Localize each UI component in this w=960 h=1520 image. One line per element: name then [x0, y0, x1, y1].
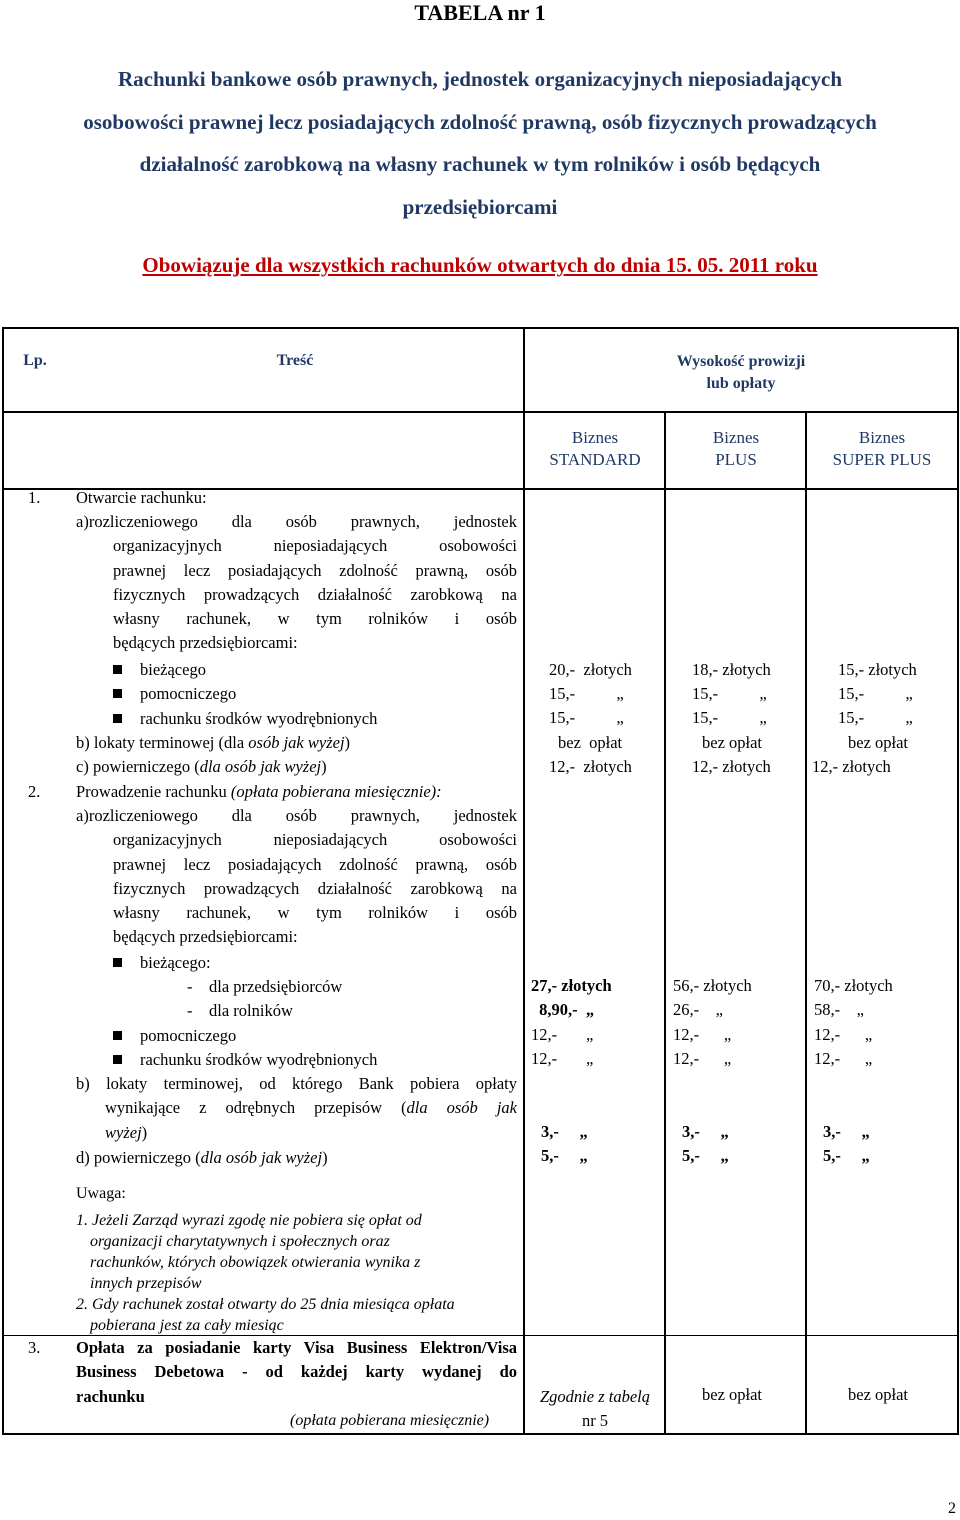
value-cell: bez opłat — [702, 1385, 763, 1404]
row-number: 1. — [28, 488, 41, 507]
desc-line: a)rozliczeniowego dla osób prawnych, jednostek — [76, 512, 517, 531]
note-line: pobierana jest za cały miesiąc — [90, 1317, 284, 1334]
value-cell: 5,- „ — [823, 1146, 870, 1165]
row-number: 3. — [28, 1338, 41, 1357]
row2-b-block — [76, 1072, 517, 1145]
bullet-icon — [113, 665, 122, 674]
list-item: pomocniczego — [113, 682, 377, 706]
row2-description — [76, 804, 517, 950]
value-cell: 56,- złotych — [673, 976, 752, 995]
value-cell: 12,- „ — [531, 1025, 594, 1044]
plan-label: Biznes — [712, 428, 760, 447]
value-cell: 12,- „ — [531, 1049, 594, 1068]
desc-line: b) lokaty terminowej, od którego Bank pobiera opłaty — [76, 1074, 517, 1093]
value-cell: 12,- „ — [673, 1025, 732, 1044]
list-item: rachunku środków wyodrębnionych — [113, 707, 377, 731]
plan-standard-header — [525, 427, 665, 471]
value-cell: 15,- „ — [549, 684, 624, 703]
row1-c-line: c) powierniczego (dla osób jak wyżej) — [76, 757, 327, 776]
list-item: rachunku środków wyodrębnionych — [113, 1048, 377, 1072]
row3-monthly-note: (opłata pobierana miesięcznie) — [290, 1412, 490, 1429]
value-cell: 12,- „ — [814, 1025, 873, 1044]
header-lp: Lp. — [23, 352, 47, 369]
value-cell: 26,- „ — [673, 1000, 723, 1019]
plan-name: SUPER PLUS — [832, 450, 932, 469]
desc-line: fizycznych prowadzących działalność zarobkową na — [113, 878, 517, 898]
desc-line: wynikające z odrębnych przepisów (dla osób jak — [105, 1098, 517, 1118]
subtitle-line: przedsiębiorcami — [402, 195, 558, 219]
value-cell: 12,- „ — [814, 1049, 873, 1068]
value-cell: 3,- „ — [541, 1122, 588, 1141]
value-cell: 58,- „ — [814, 1000, 864, 1019]
plan-super-plus-header — [807, 427, 957, 471]
plan-label: Biznes — [571, 428, 619, 447]
value-cell: 70,- złotych — [814, 976, 893, 995]
value-cell: 15,- „ — [692, 708, 767, 727]
subtitle-line: Rachunki bankowe osób prawnych, jednostek organizacyjnych nieposiadających — [117, 67, 842, 91]
value-cell: 3,- „ — [682, 1122, 729, 1141]
desc-line: prawnej lecz posiadających zdolność prawną, osób — [113, 560, 517, 580]
desc-line: wyżej) — [105, 1122, 148, 1142]
header-fee-line1: Wysokość prowizji — [676, 353, 806, 370]
header-fee-line2: lub opłaty — [706, 375, 776, 392]
bullet-icon — [113, 714, 122, 723]
desc-line: prawnej lecz posiadających zdolność prawną, osób — [113, 854, 517, 874]
desc-line: organizacyjnych nieposiadających osobowości — [113, 830, 517, 850]
desc-line: Opłata za posiadanie karty Visa Business Elektron/Visa — [76, 1338, 517, 1357]
plan-name: STANDARD — [549, 450, 641, 469]
note-line: organizacji charytatywnych i społecznych oraz — [90, 1233, 390, 1250]
value-cell: 18,- złotych — [692, 660, 771, 679]
bullet-icon — [113, 689, 122, 698]
value-cell: 5,- „ — [682, 1146, 729, 1165]
desc-line: Business Debetowa - od każdej karty wydanej do — [76, 1362, 517, 1382]
desc-line: rachunku — [76, 1386, 145, 1406]
bullet-icon — [113, 1031, 122, 1040]
plan-label: Biznes — [858, 428, 906, 447]
value-cell: 12,- złotych — [692, 757, 771, 776]
row1-items — [113, 658, 377, 731]
note-line: 2. Gdy rachunek został otwarty do 25 dnia miesiąca opłata — [76, 1296, 455, 1313]
desc-line: a)rozliczeniowego dla osób prawnych, jednostek — [76, 806, 517, 825]
value-cell: 12,- złotych — [549, 757, 632, 776]
row1-b-line: b) lokaty terminowej (dla osób jak wyżej) — [76, 733, 351, 752]
value-cell: 12,- złotych — [812, 757, 891, 776]
value-cell: bez opłat — [702, 733, 763, 752]
value-cell: 5,- „ — [541, 1146, 588, 1165]
value-cell: 3,- „ — [823, 1122, 870, 1141]
note-line: innych przepisów — [90, 1275, 202, 1292]
value-cell: 15,- „ — [692, 684, 767, 703]
bullet-icon — [113, 1055, 122, 1064]
plan-name: PLUS — [715, 450, 757, 469]
list-item: bieżącego: — [113, 951, 211, 975]
desc-line: będących przedsiębiorcami: — [113, 927, 298, 947]
row-number: 2. — [28, 782, 41, 801]
sub-item: - dla rolników — [187, 1001, 293, 1020]
note-title: Uwaga: — [76, 1185, 126, 1202]
row1-description — [76, 510, 517, 656]
desc-line: fizycznych prowadzących działalność zarobkową na — [113, 584, 517, 604]
value-cell: bez opłat — [848, 733, 909, 752]
desc-line: będących przedsiębiorcami: — [113, 633, 298, 653]
value-cell: bez opłat — [848, 1385, 909, 1404]
value-cell: 20,- złotych — [549, 660, 632, 679]
header-tresc: Treść — [276, 352, 314, 369]
list-item: pomocniczego — [113, 1024, 236, 1048]
note-body — [76, 1210, 521, 1336]
row1-heading: Otwarcie rachunku: — [76, 488, 207, 507]
subtitle-line: osobowości prawnej lecz posiadających zdolność prawną, osób fizycznych prowadzących — [83, 110, 877, 134]
validity-note: Obowiązuje dla wszystkich rachunków otwartych do dnia 15. 05. 2011 roku — [142, 253, 818, 277]
value-cell: Zgodnie z tabelą nr 5 — [540, 1387, 650, 1431]
note-line: 1. Jeżeli Zarząd wyrazi zgodę nie pobiera się opłat od — [76, 1212, 422, 1229]
desc-line: organizacyjnych nieposiadających osobowości — [113, 536, 517, 556]
value-cell: 15,- złotych — [838, 660, 917, 679]
value-cell: 15,- „ — [838, 684, 913, 703]
value-cell: 12,- „ — [673, 1049, 732, 1068]
value-cell: 15,- „ — [838, 708, 913, 727]
value-cell: 8,90,- „ — [535, 1000, 595, 1019]
page-title: TABELA nr 1 — [414, 0, 546, 25]
note-line: rachunków, których obowiązek otwierania wynika z — [90, 1254, 421, 1271]
subtitle-line: działalność zarobkową na własny rachunek w tym rolników i osób będących — [139, 152, 821, 176]
row3-description — [76, 1336, 517, 1409]
desc-line: własny rachunek, w tym rolników i osób — [113, 903, 517, 923]
page-number: 2 — [948, 1500, 956, 1517]
value-cell: 27,- złotych — [531, 976, 612, 995]
value-cell: 15,- „ — [549, 708, 624, 727]
desc-line: własny rachunek, w tym rolników i osób — [113, 609, 517, 629]
bullet-icon — [113, 958, 122, 967]
plan-plus-header — [666, 427, 806, 471]
row2-heading: Prowadzenie rachunku (opłata pobierana miesięcznie): — [76, 782, 442, 801]
list-item: bieżącego — [113, 658, 377, 682]
sub-item: - dla przedsiębiorców — [187, 977, 343, 996]
value-cell: bez opłat — [558, 733, 623, 752]
row2-d-line: d) powierniczego (dla osób jak wyżej) — [76, 1148, 328, 1167]
